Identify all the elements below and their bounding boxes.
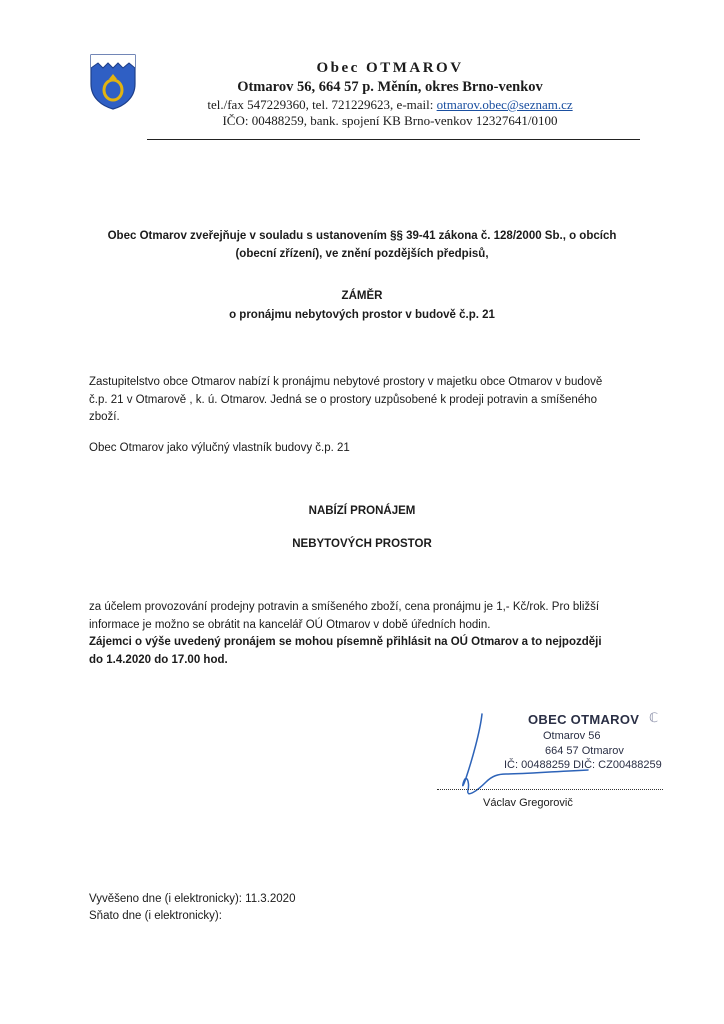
intro-line: Obec Otmarov zveřejňuje v souladu s ustanovením §§ 39-41 zákona č. 128/2000 Sb., o obcích [107, 230, 617, 242]
coat-of-arms-icon [90, 54, 136, 110]
posted-date: Vyvěšeno dne (i elektronicky): 11.3.2020 [89, 893, 296, 905]
org-name: Obec OTMAROV [316, 60, 464, 76]
stamp-title: OBEC OTMAROV [528, 712, 640, 727]
stamp-mark: ℂ [649, 710, 659, 725]
org-ids: IČO: 00488259, bank. spojení KB Brno-venkov 12327641/0100 [222, 113, 558, 128]
paragraph-line: zboží. [89, 411, 120, 423]
intro-line: (obecní zřízení), ve znění pozdějších předpisů, [235, 247, 489, 260]
offer-subheading: NEBYTOVÝCH PROSTOR [292, 538, 432, 550]
paragraph-line: informace je možno se obrátit na kancelář OÚ Otmarov v době úředních hodin. [89, 618, 491, 631]
offer-heading: NABÍZÍ PRONÁJEM [308, 505, 416, 517]
deadline-paragraph [89, 634, 654, 669]
paragraph-line: za účelem provozování prodejny potravin a smíšeného zboží, cena pronájmu je 1,- Kč/rok. Pro bližší [89, 601, 600, 613]
stamp-address-line: Otmarov 56 [543, 730, 601, 742]
paragraph-line: Zájemci o výše uvedený pronájem se mohou písemně přihlásit na OÚ Otmarov a to nejpozději [89, 636, 602, 648]
stamp-address-line: 664 57 Otmarov [545, 745, 624, 757]
document-subtitle: o pronájmu nebytových prostor v budově č.p. 21 [229, 309, 495, 321]
intro-statement [60, 228, 664, 263]
document-title: ZÁMĚR [341, 290, 383, 302]
signature-line [437, 789, 663, 790]
offer-paragraph [89, 374, 654, 427]
email-link[interactable]: otmarov.obec@seznam.cz [436, 97, 573, 112]
paragraph-line: Zastupitelstvo obce Otmarov nabízí k pronájmu nebytové prostory v majetku obce Otmarov v budově [89, 376, 603, 388]
contact-phones: tel./fax 547229360, tel. 721229623, e-mail: [207, 97, 437, 112]
org-contact [150, 97, 630, 113]
paragraph-line: č.p. 21 v Otmarově , k. ú. Otmarov. Jedná se o prostory uzpůsobené k prodeji potravin a smíšeného [89, 393, 597, 406]
paragraph-line: do 1.4.2020 do 17.00 hod. [89, 653, 228, 666]
signer-name: Václav Gregorovič [483, 797, 573, 809]
org-address: Otmarov 56, 664 57 p. Měnín, okres Brno-venkov [237, 79, 543, 95]
stamp-ids: IČ: 00488259 DIČ: CZ00488259 [504, 759, 662, 771]
owner-paragraph: Obec Otmarov jako výlučný vlastník budovy č.p. 21 [89, 442, 350, 454]
removed-date: Sňato dne (i elektronicky): [89, 910, 222, 922]
header-divider [147, 139, 640, 140]
purpose-paragraph [89, 599, 654, 634]
